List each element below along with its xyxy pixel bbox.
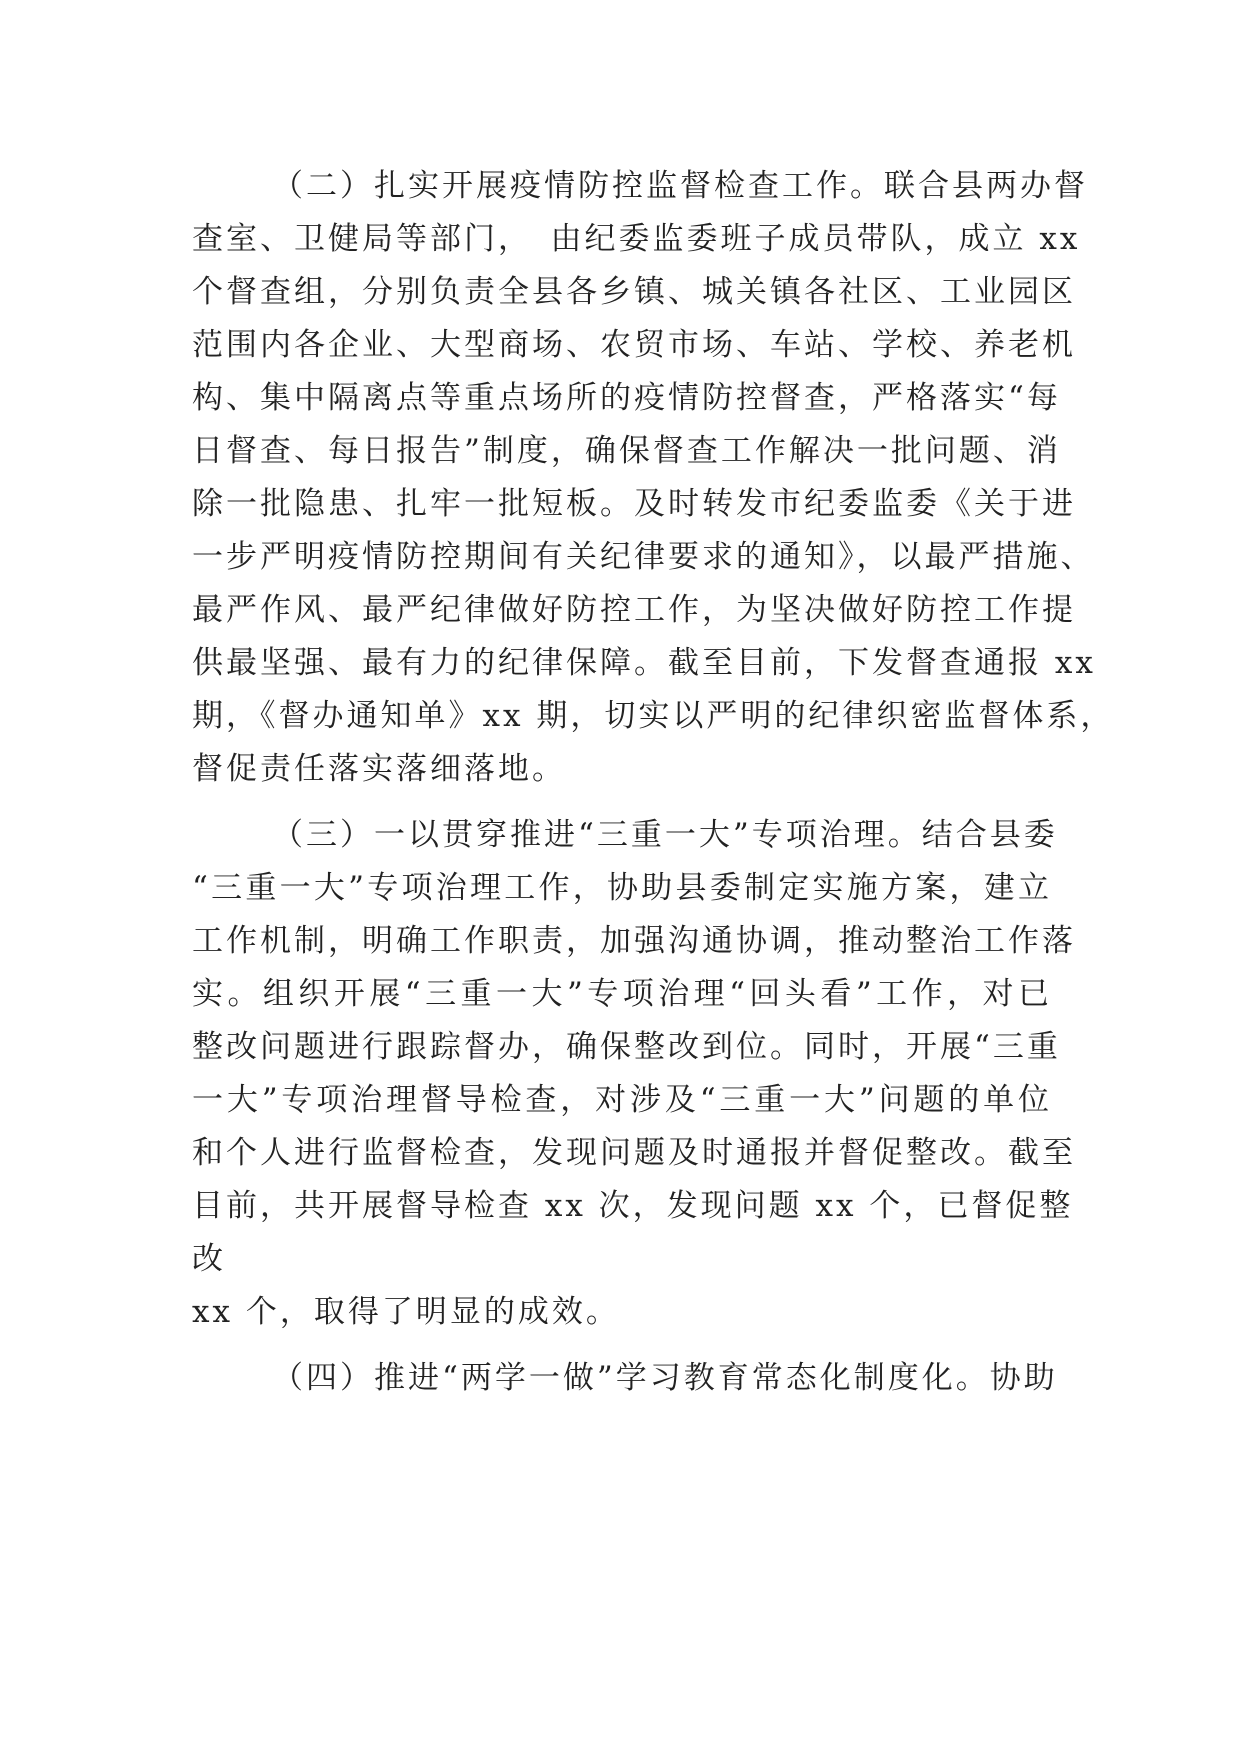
paragraph-line: 范围内各企业、大型商场、农贸市场、车站、学校、养老机: [192, 327, 1076, 363]
paragraph-line: 和个人进行监督检查，发现问题及时通报并督促整改。截至: [192, 1135, 1076, 1171]
paragraph-line: “三重一大”专项治理工作，协助县委制定实施方案，建立: [192, 870, 1052, 906]
paragraph-line: （四）推进“两学一做”学习教育常态化制度化。协助: [272, 1360, 1058, 1396]
paragraph-line: 期，《督办通知单》xx 期，切实以严明的纪律织密监督体系，: [192, 698, 1115, 734]
paragraph-line: 目前，共开展督导检查 xx 次，发现问题 xx 个，已督促整: [192, 1188, 1074, 1224]
paragraph-line: 工作机制，明确工作职责，加强沟通协调，推动整治工作落: [192, 923, 1076, 959]
paragraph-line: 个督查组，分别负责全县各乡镇、城关镇各社区、工业园区: [192, 274, 1076, 310]
paragraph-line: 一步严明疫情防控期间有关纪律要求的通知》，以最严措施、: [192, 539, 1095, 575]
paragraph-line: （二）扎实开展疫情防控监督检查工作。联合县两办督: [272, 168, 1088, 204]
paragraph-line: 查室、卫健局等部门， 由纪委监委班子成员带队，成立 xx: [192, 221, 1081, 257]
paragraph-line: 督促责任落实落细落地。: [192, 751, 566, 787]
paragraph-line: 供最坚强、最有力的纪律保障。截至目前，下发督查通报 xx: [192, 645, 1096, 681]
paragraph-line: 日督查、每日报告”制度，确保督查工作解决一批问题、消: [192, 433, 1061, 469]
paragraph-line: 一大”专项治理督导检查，对涉及“三重一大”问题的单位: [192, 1082, 1052, 1118]
paragraph-line: 改: [192, 1241, 226, 1277]
paragraph-line: （三）一以贯穿推进“三重一大”专项治理。结合县委: [272, 817, 1058, 853]
paragraph-line: 最严作风、最严纪律做好防控工作，为坚决做好防控工作提: [192, 592, 1076, 628]
paragraph-line: 除一批隐患、扎牢一批短板。及时转发市纪委监委《关于进: [192, 486, 1076, 522]
paragraph-line: xx 个，取得了明显的成效。: [192, 1294, 620, 1330]
paragraph-line: 构、集中隔离点等重点场所的疫情防控督查，严格落实“每: [192, 380, 1061, 416]
paragraph-line: 实。组织开展“三重一大”专项治理“回头看”工作，对已: [192, 976, 1052, 1012]
paragraph-line: 整改问题进行跟踪督办，确保整改到位。同时，开展“三重: [192, 1029, 1061, 1065]
